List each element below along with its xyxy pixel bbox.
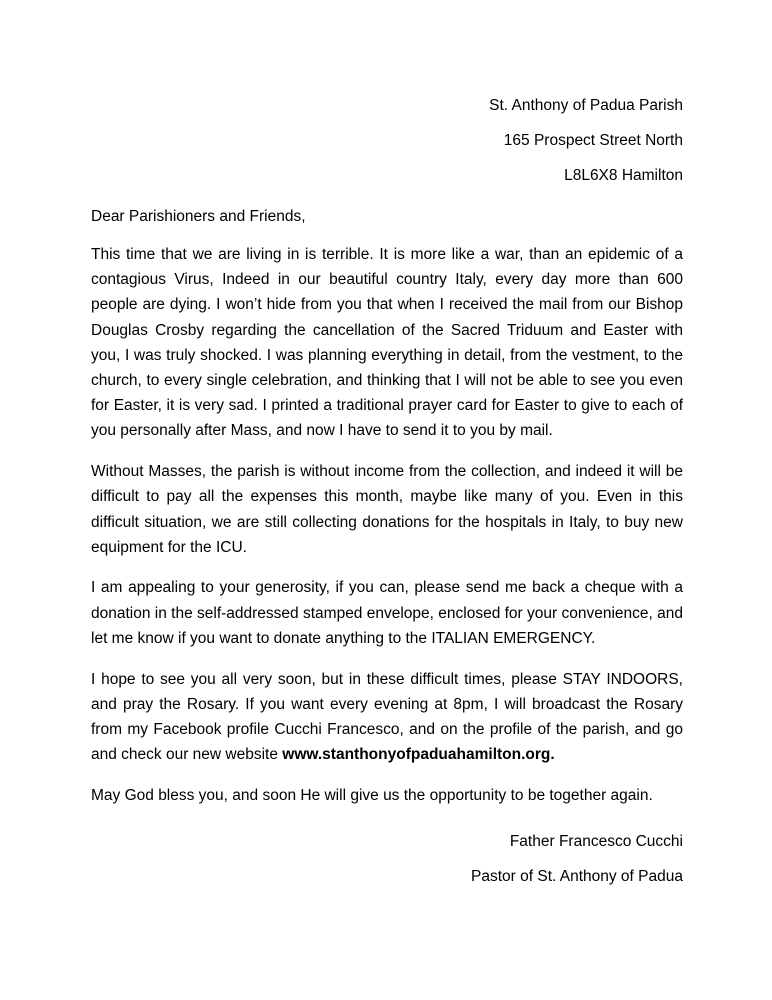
parish-website-url: www.stanthonyofpaduahamilton.org.	[282, 746, 555, 764]
letterhead-address-block	[91, 88, 683, 193]
body-paragraph-2: Without Masses, the parish is without income from the collection, and indeed it will be difficult to pay all the expenses this month, maybe like many of you. Even in this difficult situation, we are still collecting donations for the hospitals in Italy, to buy new equipment for the ICU.	[91, 463, 683, 556]
body-paragraph-4	[91, 667, 683, 768]
body-paragraph-1: This time that we are living in is terrible. It is more like a war, than an epidemic of a contagious Virus, Indeed in our beautiful country Italy, every day more than 600 people are dying. I won’t hide from you that when I received the mail from our Bishop Douglas Crosby regarding the cancellation of the Sacred Triduum and Easter with you, I was truly shocked. I was planning everything in detail, from the vestment, to the church, to every single celebration, and thinking that I will not be able to see you even for Easter, it is very sad. I printed a traditional prayer card for Easter to give to each of you personally after Mass, and now I have to send it to you by mail.	[91, 246, 683, 440]
letterhead-city-postal: L8L6X8 Hamilton	[564, 167, 683, 184]
letterhead-street-address: 165 Prospect Street North	[503, 132, 683, 149]
signature-name: Father Francesco Cucchi	[509, 832, 683, 850]
signature-block	[91, 824, 683, 894]
body-paragraph-5: May God bless you, and soon He will give us the opportunity to be together again.	[91, 786, 653, 804]
letterhead-parish-name: St. Anthony of Padua Parish	[489, 97, 683, 114]
letter-content	[91, 88, 683, 894]
signature-title: Pastor of St. Anthony of Padua	[471, 867, 683, 885]
salutation: Dear Parishioners and Friends,	[91, 208, 306, 225]
body-paragraph-3: I am appealing to your generosity, if you can, please send me back a cheque with a donation in the self-addressed stamped envelope, enclosed for your convenience, and let me know if you want to donate anything to the ITALIAN EMERGENCY.	[91, 579, 683, 647]
body-paragraph-4-text: I hope to see you all very soon, but in these difficult times, please STAY INDOORS, and pray the Rosary. If you want every evening at 8pm, I will broadcast the Rosary from my Facebook profile Cucchi Francesco, and on the profile of the parish, and go and check our new website	[91, 670, 683, 764]
